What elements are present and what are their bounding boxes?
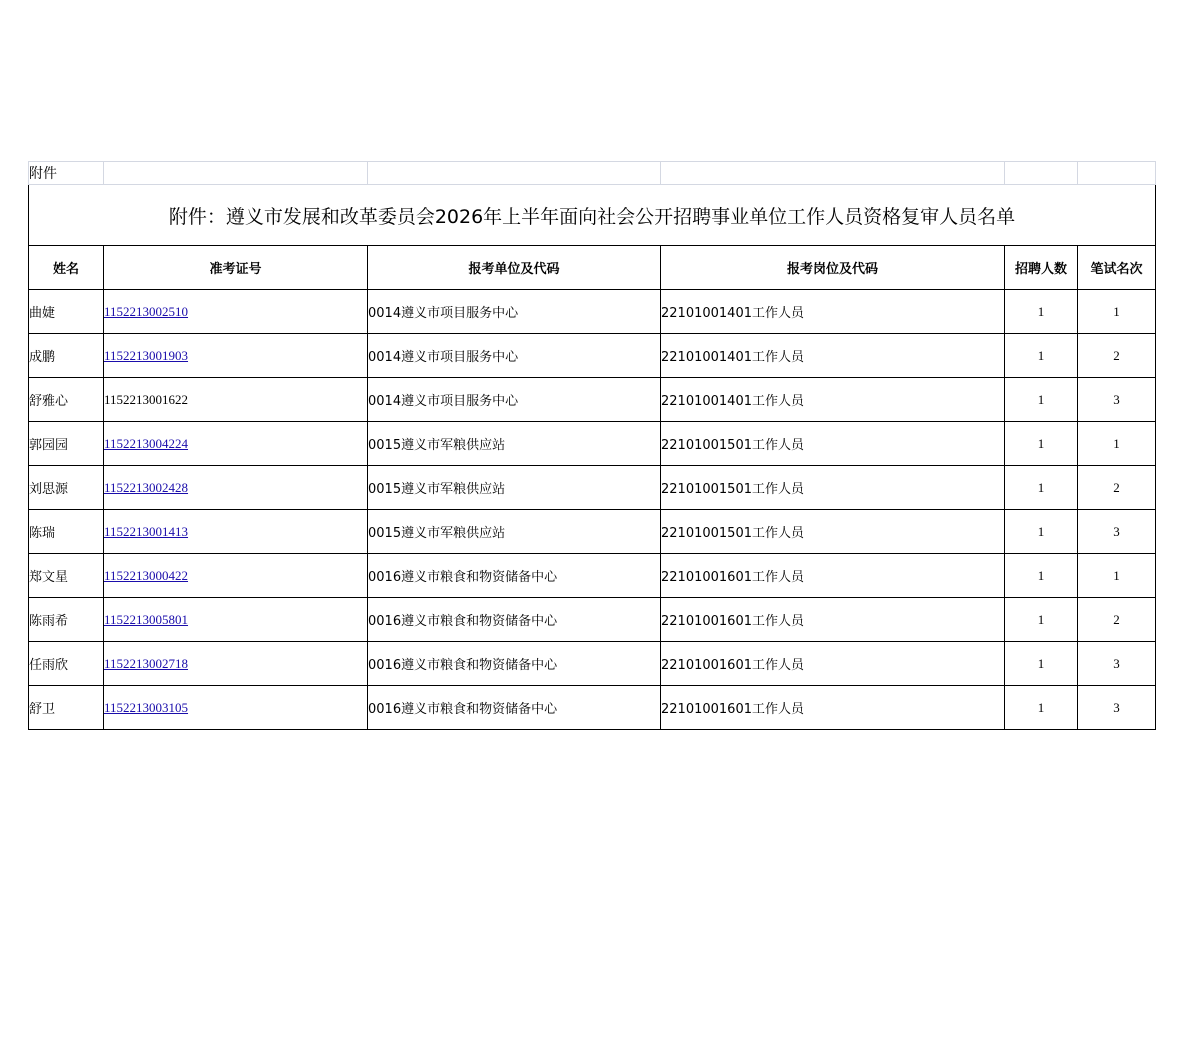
exam-id-link[interactable]: 1152213002718 bbox=[104, 655, 189, 671]
table-title: 附件：遵义市发展和改革委员会2026年上半年面向社会公开招聘事业单位工作人员资格复审人员名单 bbox=[29, 185, 1156, 246]
cell-unit: 0014遵义市项目服务中心 bbox=[368, 334, 661, 378]
cell-quota: 1 bbox=[1005, 422, 1078, 466]
cell-name: 郭园园 bbox=[29, 422, 104, 466]
cell-post: 22101001401工作人员 bbox=[661, 290, 1005, 334]
cell-exam-id[interactable] bbox=[104, 686, 368, 730]
cell-name: 任雨欣 bbox=[29, 642, 104, 686]
table-row bbox=[29, 686, 1156, 730]
cell-name: 刘思源 bbox=[29, 466, 104, 510]
cell-post: 22101001601工作人员 bbox=[661, 598, 1005, 642]
exam-id-link[interactable]: 1152213001903 bbox=[104, 347, 189, 363]
cell-unit: 0016遵义市粮食和物资储备中心 bbox=[368, 642, 661, 686]
cell-rank: 2 bbox=[1078, 598, 1156, 642]
empty-cell bbox=[661, 162, 1005, 185]
cell-rank: 2 bbox=[1078, 466, 1156, 510]
cell-quota: 1 bbox=[1005, 466, 1078, 510]
empty-cell bbox=[368, 162, 661, 185]
cell-name: 舒卫 bbox=[29, 686, 104, 730]
exam-id-link[interactable]: 1152213005801 bbox=[104, 611, 189, 627]
cell-post: 22101001501工作人员 bbox=[661, 466, 1005, 510]
cell-quota: 1 bbox=[1005, 554, 1078, 598]
cell-quota: 1 bbox=[1005, 334, 1078, 378]
cell-unit: 0016遵义市粮食和物资储备中心 bbox=[368, 554, 661, 598]
cell-quota: 1 bbox=[1005, 290, 1078, 334]
table-row bbox=[29, 598, 1156, 642]
cell-exam-id[interactable] bbox=[104, 334, 368, 378]
cell-rank: 1 bbox=[1078, 554, 1156, 598]
exam-id-text: 1152213001622 bbox=[104, 391, 189, 407]
table-row bbox=[29, 510, 1156, 554]
header-quota: 招聘人数 bbox=[1005, 246, 1078, 290]
table-row bbox=[29, 334, 1156, 378]
cell-exam-id bbox=[104, 378, 368, 422]
cell-unit: 0014遵义市项目服务中心 bbox=[368, 378, 661, 422]
cell-post: 22101001601工作人员 bbox=[661, 554, 1005, 598]
cell-post: 22101001401工作人员 bbox=[661, 378, 1005, 422]
table-row bbox=[29, 466, 1156, 510]
header-unit: 报考单位及代码 bbox=[368, 246, 661, 290]
header-rank: 笔试名次 bbox=[1078, 246, 1156, 290]
header-exam-id: 准考证号 bbox=[104, 246, 368, 290]
cell-unit: 0015遵义市军粮供应站 bbox=[368, 466, 661, 510]
exam-id-link[interactable]: 1152213002428 bbox=[104, 479, 189, 495]
exam-id-link[interactable]: 1152213001413 bbox=[104, 523, 189, 539]
cell-quota: 1 bbox=[1005, 378, 1078, 422]
attachment-row bbox=[29, 162, 1156, 185]
cell-quota: 1 bbox=[1005, 510, 1078, 554]
table-row bbox=[29, 642, 1156, 686]
exam-id-link[interactable]: 1152213002510 bbox=[104, 303, 189, 319]
header-name: 姓名 bbox=[29, 246, 104, 290]
cell-unit: 0015遵义市军粮供应站 bbox=[368, 510, 661, 554]
header-post: 报考岗位及代码 bbox=[661, 246, 1005, 290]
cell-rank: 1 bbox=[1078, 290, 1156, 334]
cell-exam-id[interactable] bbox=[104, 466, 368, 510]
cell-unit: 0014遵义市项目服务中心 bbox=[368, 290, 661, 334]
cell-name: 舒雅心 bbox=[29, 378, 104, 422]
header-row bbox=[29, 246, 1156, 290]
table-row bbox=[29, 422, 1156, 466]
title-row bbox=[29, 185, 1156, 246]
cell-exam-id[interactable] bbox=[104, 422, 368, 466]
cell-post: 22101001501工作人员 bbox=[661, 510, 1005, 554]
cell-post: 22101001401工作人员 bbox=[661, 334, 1005, 378]
cell-unit: 0016遵义市粮食和物资储备中心 bbox=[368, 686, 661, 730]
cell-quota: 1 bbox=[1005, 642, 1078, 686]
cell-rank: 2 bbox=[1078, 334, 1156, 378]
table-row bbox=[29, 554, 1156, 598]
cell-post: 22101001601工作人员 bbox=[661, 686, 1005, 730]
table-row bbox=[29, 290, 1156, 334]
cell-exam-id[interactable] bbox=[104, 554, 368, 598]
cell-exam-id[interactable] bbox=[104, 290, 368, 334]
attachment-label: 附件 bbox=[29, 162, 104, 185]
cell-exam-id[interactable] bbox=[104, 598, 368, 642]
cell-exam-id[interactable] bbox=[104, 642, 368, 686]
cell-name: 郑文星 bbox=[29, 554, 104, 598]
exam-id-link[interactable]: 1152213000422 bbox=[104, 567, 189, 583]
cell-exam-id[interactable] bbox=[104, 510, 368, 554]
cell-rank: 3 bbox=[1078, 686, 1156, 730]
cell-rank: 3 bbox=[1078, 642, 1156, 686]
cell-name: 陈雨希 bbox=[29, 598, 104, 642]
empty-cell bbox=[104, 162, 368, 185]
empty-cell bbox=[1078, 162, 1156, 185]
cell-name: 陈瑞 bbox=[29, 510, 104, 554]
cell-unit: 0015遵义市军粮供应站 bbox=[368, 422, 661, 466]
cell-rank: 3 bbox=[1078, 510, 1156, 554]
empty-cell bbox=[1005, 162, 1078, 185]
exam-id-link[interactable]: 1152213003105 bbox=[104, 699, 189, 715]
cell-rank: 3 bbox=[1078, 378, 1156, 422]
cell-post: 22101001601工作人员 bbox=[661, 642, 1005, 686]
table-row bbox=[29, 378, 1156, 422]
cell-name: 曲婕 bbox=[29, 290, 104, 334]
exam-id-link[interactable]: 1152213004224 bbox=[104, 435, 189, 451]
cell-unit: 0016遵义市粮食和物资储备中心 bbox=[368, 598, 661, 642]
applicant-table bbox=[28, 161, 1156, 730]
cell-rank: 1 bbox=[1078, 422, 1156, 466]
cell-quota: 1 bbox=[1005, 598, 1078, 642]
cell-quota: 1 bbox=[1005, 686, 1078, 730]
cell-post: 22101001501工作人员 bbox=[661, 422, 1005, 466]
cell-name: 成鹏 bbox=[29, 334, 104, 378]
